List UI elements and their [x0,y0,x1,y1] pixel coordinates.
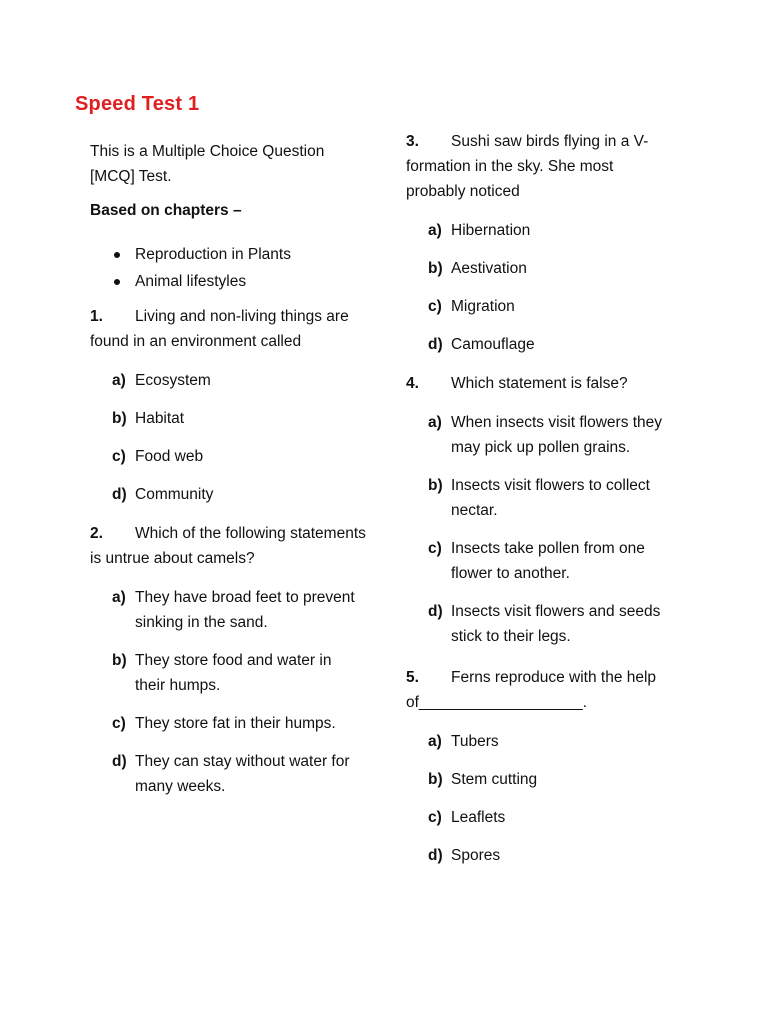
option[interactable] [90,711,365,736]
question-number: 5. [406,669,419,686]
option-letter: a) [112,589,126,606]
option[interactable] [406,410,686,460]
page-title: Speed Test 1 [75,93,200,115]
option[interactable] [90,585,365,635]
option[interactable] [406,729,686,754]
option-letter: a) [428,222,442,239]
option-letter: c) [112,715,126,732]
question-3 [406,129,674,204]
option[interactable] [90,749,365,799]
question-1-options [90,368,370,507]
intro-text: This is a Multiple Choice Question [MCQ] Test. [90,143,325,185]
question-text: Living and non-living things are found in an environment called [90,308,349,350]
option[interactable] [90,648,365,698]
option[interactable] [406,332,686,357]
question-4 [406,371,686,396]
option[interactable] [90,444,370,469]
bullet-icon [114,279,120,285]
option-letter: b) [112,652,127,669]
option[interactable] [90,368,370,393]
question-number: 3. [406,133,419,150]
option[interactable] [90,406,370,431]
option-letter: a) [428,414,442,431]
option[interactable] [406,473,686,523]
question-2-options [90,585,365,799]
option-text: Tubers [451,733,499,750]
question-number: 2. [90,525,103,542]
option-text: Ecosystem [135,372,211,389]
question-text: Sushi saw birds flying in a V-formation in the sky. She most probably noticed [406,133,649,200]
option-letter: b) [112,410,127,427]
option-letter: a) [112,372,126,389]
question-number: 1. [90,308,103,325]
option-letter: d) [428,847,443,864]
option-text: Insects visit flowers and seeds stick to their legs. [451,603,661,645]
option-text: They can stay without water for many weeks. [135,753,350,795]
option-text: Spores [451,847,501,864]
option[interactable] [406,767,686,792]
option-letter: b) [428,260,443,277]
option-text: Camouflage [451,336,535,353]
option-text: Stem cutting [451,771,538,788]
option-text: Habitat [135,410,185,427]
option-letter: c) [112,448,126,465]
option-text: Migration [451,298,515,315]
option-text: When insects visit flowers they may pick up pollen grains. [451,414,663,456]
chapter-label: Animal lifestyles [135,273,247,290]
option-letter: c) [428,540,442,557]
option-text: They have broad feet to prevent sinking in the sand. [135,589,355,631]
option-text: They store fat in their humps. [135,715,336,732]
option[interactable] [406,218,686,243]
option-text: Community [135,486,214,503]
option-letter: d) [428,336,443,353]
option[interactable] [406,599,686,649]
option-letter: d) [112,753,127,770]
option-letter: c) [428,298,442,315]
question-text: Ferns reproduce with the help of___________________. [406,669,657,711]
question-text: Which statement is false? [451,375,628,392]
option[interactable] [406,843,686,868]
question-text: Which of the following statements is untrue about camels? [90,525,366,567]
option-text: Leaflets [451,809,506,826]
option-letter: b) [428,771,443,788]
chapter-item [90,268,291,295]
chapter-list [90,241,291,295]
option[interactable] [406,294,686,319]
option-text: Food web [135,448,204,465]
option-text: Insects visit flowers to collect nectar. [451,477,650,519]
option-letter: a) [428,733,442,750]
option-text: Insects take pollen from one flower to another. [451,540,645,582]
question-3-options [406,218,686,357]
option-letter: d) [112,486,127,503]
option-text: Aestivation [451,260,527,277]
chapters-heading: Based on chapters – [90,202,242,219]
question-2 [90,521,370,571]
option-text: They store food and water in their humps. [135,652,332,694]
option-text: Hibernation [451,222,531,239]
option[interactable] [406,256,686,281]
chapter-item [90,241,291,268]
option[interactable] [90,482,370,507]
bullet-icon [114,252,120,258]
chapter-label: Reproduction in Plants [135,246,291,263]
option[interactable] [406,805,686,830]
question-1 [90,304,370,354]
option[interactable] [406,536,686,586]
question-5-options [406,729,686,868]
question-4-options [406,410,686,649]
option-letter: b) [428,477,443,494]
question-number: 4. [406,375,419,392]
option-letter: d) [428,603,443,620]
question-5 [406,665,698,715]
option-letter: c) [428,809,442,826]
